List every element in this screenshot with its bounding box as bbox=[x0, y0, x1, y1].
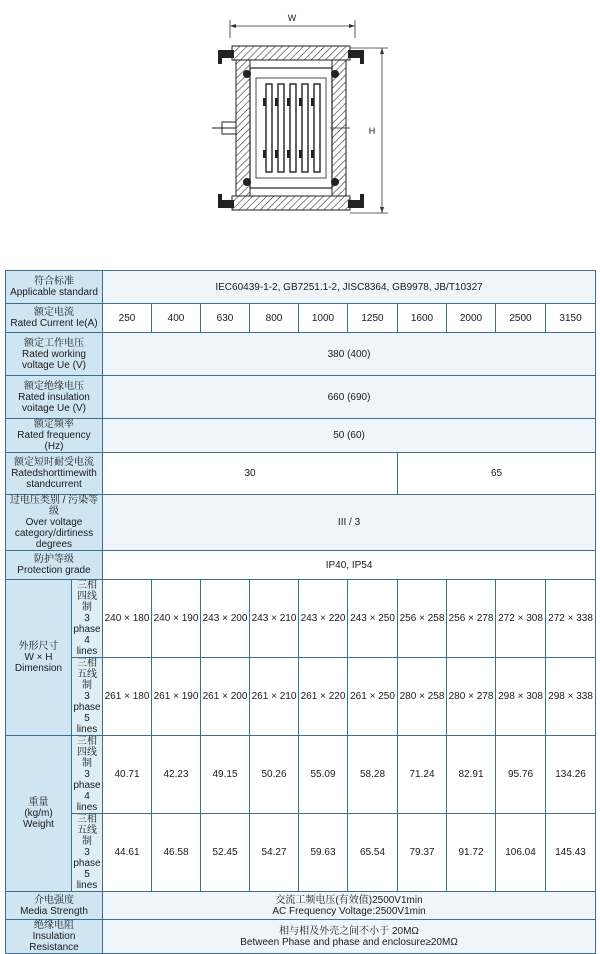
frequency-value: 50 (60) bbox=[103, 419, 596, 453]
busway-cross-section-diagram bbox=[200, 8, 400, 230]
specification-table bbox=[5, 270, 596, 954]
dimension-value: 243 × 220 bbox=[299, 580, 348, 658]
weight-value: 44.61 bbox=[103, 814, 152, 892]
bottom-cover bbox=[232, 196, 350, 210]
dimension-value: 256 × 258 bbox=[398, 580, 447, 658]
current-value: 1250 bbox=[348, 304, 398, 333]
weight-five-line-row bbox=[6, 814, 596, 892]
dimension-value: 261 × 210 bbox=[250, 658, 299, 736]
weight-value: 40.71 bbox=[103, 736, 152, 814]
dimension-label: 外形尺寸 W × H Dimension bbox=[6, 580, 72, 736]
dimension-value: 298 × 308 bbox=[496, 658, 546, 736]
dimension-value: 243 × 250 bbox=[348, 580, 398, 658]
dimension-value: 256 × 278 bbox=[447, 580, 496, 658]
left-side-wall bbox=[236, 60, 250, 196]
dimension-value: 240 × 190 bbox=[152, 580, 201, 658]
protection-row bbox=[6, 551, 596, 580]
dimension-value: 243 × 200 bbox=[201, 580, 250, 658]
weight-value: 42.23 bbox=[152, 736, 201, 814]
weight-four-line-label: 三相四线制 3 phase 4 lines bbox=[73, 736, 101, 813]
current-value: 1000 bbox=[299, 304, 348, 333]
dimension-value: 261 × 180 bbox=[103, 658, 152, 736]
top-left-flange bbox=[218, 50, 234, 64]
weight-value: 79.37 bbox=[398, 814, 447, 892]
weight-value: 95.76 bbox=[496, 736, 546, 814]
insulation-voltage-row bbox=[6, 376, 596, 419]
weight-value: 145.43 bbox=[546, 814, 596, 892]
weight-five-line-label: 三相五线制 3 phase 5 lines bbox=[73, 814, 101, 891]
working-voltage-label: 额定工作电压 Rated working voltage Ue (V) bbox=[6, 333, 103, 376]
weight-value: 49.15 bbox=[201, 736, 250, 814]
dimension-value: 272 × 338 bbox=[546, 580, 596, 658]
media-strength-label: 介电强度 Media Strength bbox=[6, 892, 103, 920]
dimension-value: 280 × 258 bbox=[398, 658, 447, 736]
weight-value: 52.45 bbox=[201, 814, 250, 892]
short-time-current-high: 65 bbox=[398, 453, 596, 495]
weight-value: 55.09 bbox=[299, 736, 348, 814]
dimension-value: 243 × 210 bbox=[250, 580, 299, 658]
weight-value: 134.26 bbox=[546, 736, 596, 814]
dimension-value: 261 × 190 bbox=[152, 658, 201, 736]
dimension-value: 261 × 200 bbox=[201, 658, 250, 736]
weight-value: 91.72 bbox=[447, 814, 496, 892]
dimension-value: 272 × 308 bbox=[496, 580, 546, 658]
standard-row bbox=[6, 271, 596, 304]
dimension-value: 240 × 180 bbox=[103, 580, 152, 658]
insulation-resistance-value: 相与相及外壳之间不小于 20MΩ Between Phase and phase and enclosure≥20MΩ bbox=[103, 920, 596, 954]
media-strength-row bbox=[6, 892, 596, 920]
short-time-current-row bbox=[6, 453, 596, 495]
standard-label: 符合标准 Applicable standard bbox=[6, 271, 103, 304]
top-cover bbox=[232, 46, 350, 60]
weight-value: 50.26 bbox=[250, 736, 299, 814]
dimension-value: 261 × 250 bbox=[348, 658, 398, 736]
working-voltage-row bbox=[6, 333, 596, 376]
weight-value: 106.04 bbox=[496, 814, 546, 892]
protection-label: 防护等级 Protection grade bbox=[6, 551, 103, 580]
dimension-five-line-label: 三相五线制 3 phase 5 lines bbox=[73, 658, 101, 735]
short-time-current-low: 30 bbox=[103, 453, 398, 495]
dimension-value: 298 × 338 bbox=[546, 658, 596, 736]
weight-value: 82.91 bbox=[447, 736, 496, 814]
weight-value: 58.28 bbox=[348, 736, 398, 814]
width-label: W bbox=[287, 13, 297, 23]
overvoltage-value: III / 3 bbox=[103, 495, 596, 551]
weight-value: 54.27 bbox=[250, 814, 299, 892]
weight-label: 重量 (kg/m) Weight bbox=[6, 736, 72, 892]
insulation-voltage-label: 额定绝缘电压 Rated insulation voitage Ue (V) bbox=[6, 376, 103, 419]
overvoltage-row bbox=[6, 495, 596, 551]
height-label: H bbox=[368, 126, 376, 136]
current-value: 2500 bbox=[496, 304, 546, 333]
insulation-voltage-value: 660 (690) bbox=[103, 376, 596, 419]
working-voltage-value: 380 (400) bbox=[103, 333, 596, 376]
dimension-value: 280 × 278 bbox=[447, 658, 496, 736]
weight-four-line-row bbox=[6, 736, 596, 814]
insulation-resistance-row bbox=[6, 920, 596, 954]
dimension-value: 261 × 220 bbox=[299, 658, 348, 736]
insulation-resistance-label: 绝缘电阻 Insulation Resistance bbox=[6, 920, 103, 954]
standard-value: IEC60439-1-2, GB7251.1-2, JISC8364, GB9978, JB/T10327 bbox=[103, 271, 596, 304]
current-row bbox=[6, 304, 596, 333]
dimension-four-line-row bbox=[6, 580, 596, 658]
current-label: 额定电流 Rated Current Ie(A) bbox=[6, 304, 103, 333]
current-value: 400 bbox=[152, 304, 201, 333]
current-value: 800 bbox=[250, 304, 299, 333]
protection-value: IP40, IP54 bbox=[103, 551, 596, 580]
current-value: 630 bbox=[201, 304, 250, 333]
frequency-row bbox=[6, 419, 596, 453]
top-right-flange bbox=[348, 50, 364, 64]
overvoltage-label: 过电压类别 / 污染等级 Over voltage category/dirtiness degrees bbox=[6, 495, 103, 551]
weight-value: 71.24 bbox=[398, 736, 447, 814]
weight-value: 59.63 bbox=[299, 814, 348, 892]
current-value: 3150 bbox=[546, 304, 596, 333]
dimension-five-line-row bbox=[6, 658, 596, 736]
media-strength-value: 交流工频电压(有效值)2500V1min AC Frequency Voltage:2500V1min bbox=[103, 892, 596, 920]
weight-value: 46.58 bbox=[152, 814, 201, 892]
current-value: 2000 bbox=[447, 304, 496, 333]
short-time-current-label: 额定短时耐受电流 Ratedshorttimewith standcurrent bbox=[6, 453, 103, 495]
dimension-four-line-label: 三相四线制 3 phase 4 lines bbox=[73, 580, 101, 657]
current-value: 250 bbox=[103, 304, 152, 333]
weight-value: 65.54 bbox=[348, 814, 398, 892]
frequency-label: 额定频率 Rated frequency (Hz) bbox=[6, 419, 103, 453]
current-value: 1600 bbox=[398, 304, 447, 333]
